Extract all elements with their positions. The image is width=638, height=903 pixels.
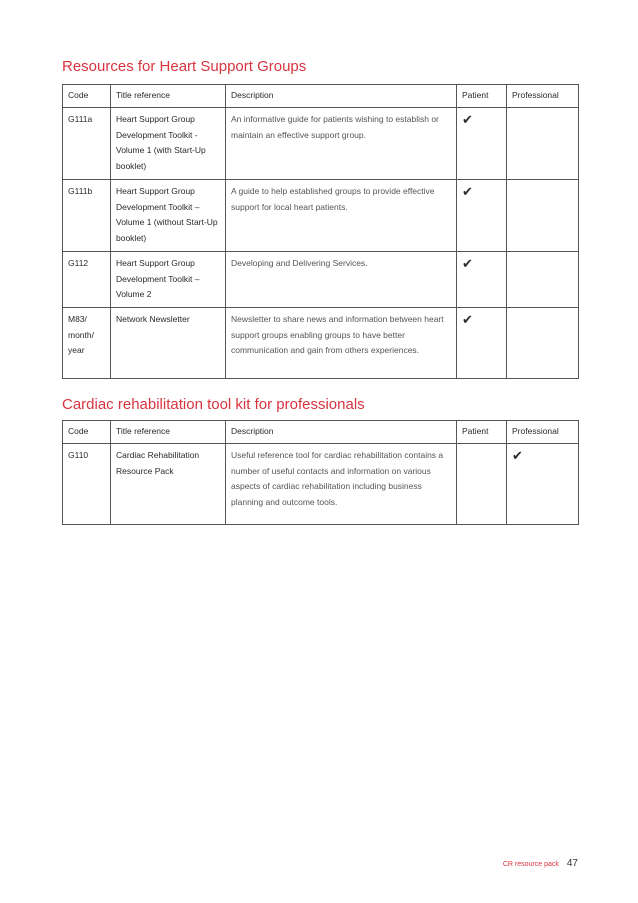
table-row <box>63 444 579 525</box>
table-header-row <box>63 421 579 444</box>
table-row <box>63 251 579 307</box>
row-code: G111a <box>63 108 111 180</box>
table-row <box>63 179 579 251</box>
patient-cell <box>457 444 507 525</box>
row-description: Developing and Delivering Services. <box>226 251 457 307</box>
header-code: Code <box>63 421 111 444</box>
row-title-reference: Heart Support Group Development Toolkit – Volume 2 <box>111 251 226 307</box>
header-title-reference: Title reference <box>111 421 226 444</box>
row-title-reference: Heart Support Group Development Toolkit – Volume 1 (without Start-Up booklet) <box>111 179 226 251</box>
section-title-heart-support-groups: Resources for Heart Support Groups <box>62 58 307 75</box>
row-description: A guide to help established groups to provide effective support for local heart patients. <box>226 179 457 251</box>
heart-support-groups-table <box>62 84 579 379</box>
patient-check-icon: ✔ <box>457 179 507 251</box>
row-code: G110 <box>63 444 111 525</box>
page-number: 47 <box>566 858 578 869</box>
header-professional: Professional <box>507 421 579 444</box>
page-footer <box>503 858 578 869</box>
professional-check-icon: ✔ <box>507 444 579 525</box>
patient-check-icon: ✔ <box>457 251 507 307</box>
patient-check-icon: ✔ <box>457 108 507 180</box>
row-title-reference: Network Newsletter <box>111 307 226 378</box>
patient-check-icon: ✔ <box>457 307 507 378</box>
header-description: Description <box>226 85 457 108</box>
row-code: G112 <box>63 251 111 307</box>
section-title-cardiac-rehabilitation: Cardiac rehabilitation tool kit for professionals <box>62 396 365 413</box>
professional-cell <box>507 179 579 251</box>
row-description: An informative guide for patients wishing to establish or maintain an effective support group. <box>226 108 457 180</box>
table-header-row <box>63 85 579 108</box>
table-row <box>63 108 579 180</box>
header-professional: Professional <box>507 85 579 108</box>
professional-cell <box>507 251 579 307</box>
row-title-reference: Heart Support Group Development Toolkit - Volume 1 (with Start-Up booklet) <box>111 108 226 180</box>
row-title-reference: Cardiac Rehabilitation Resource Pack <box>111 444 226 525</box>
header-code: Code <box>63 85 111 108</box>
header-description: Description <box>226 421 457 444</box>
header-title-reference: Title reference <box>111 85 226 108</box>
header-patient: Patient <box>457 421 507 444</box>
table-row <box>63 307 579 378</box>
row-code: G111b <box>63 179 111 251</box>
professional-cell <box>507 108 579 180</box>
header-patient: Patient <box>457 85 507 108</box>
footer-label: CR resource pack <box>502 861 559 868</box>
row-description: Useful reference tool for cardiac rehabilitation contains a number of useful contacts and information on various aspects of cardiac rehabilitation including business planning and outcome tools. <box>226 444 457 525</box>
row-description: Newsletter to share news and information between heart support groups enabling groups to have better communication and gain from others experiences. <box>226 307 457 378</box>
row-code: M83/ month/ year <box>63 307 111 378</box>
cardiac-rehabilitation-table <box>62 420 579 525</box>
professional-cell <box>507 307 579 378</box>
